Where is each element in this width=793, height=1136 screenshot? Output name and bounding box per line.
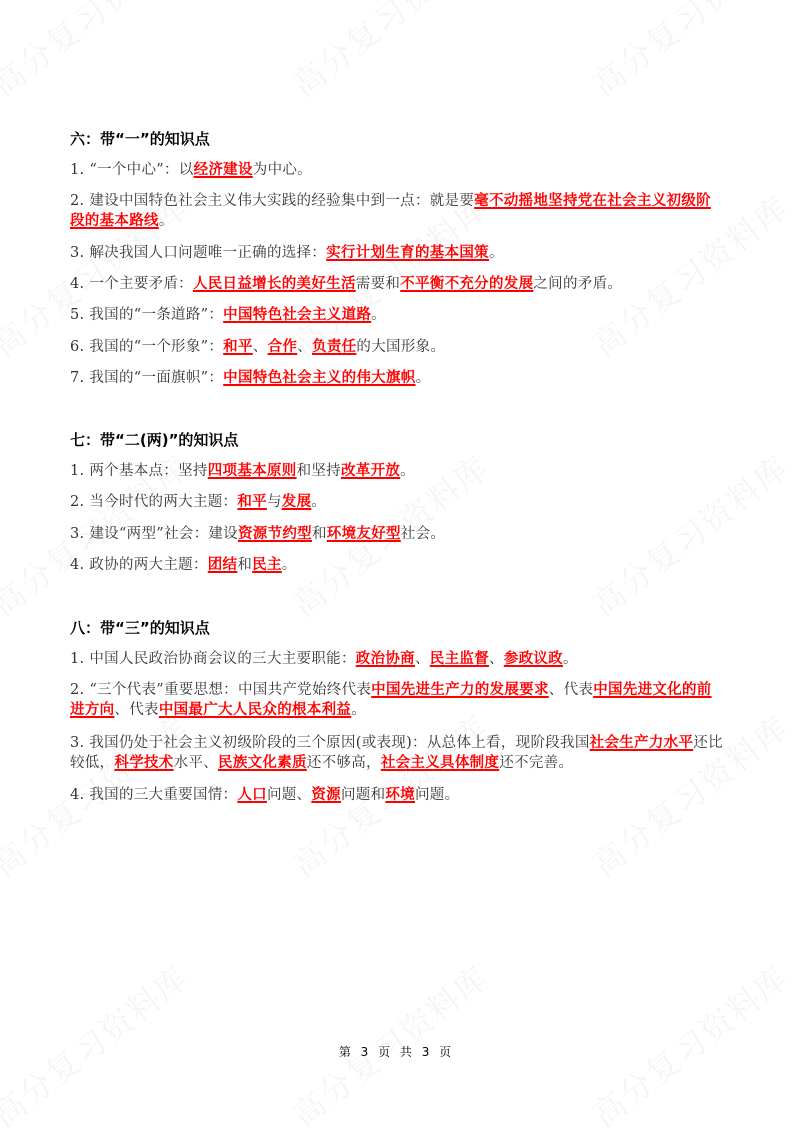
item-text: 。 xyxy=(311,494,327,510)
item-text: 的大国形象。 xyxy=(356,339,446,355)
item-text: 。 xyxy=(371,307,386,323)
item-text: 1. 两个基本点：坚持 xyxy=(70,463,208,479)
section-title-7: 七：带“二(两)”的知识点 xyxy=(70,431,239,449)
list-item xyxy=(70,785,725,805)
item-text: 。 xyxy=(415,370,431,386)
key-term: 中国先进文化的前进方向 xyxy=(70,682,712,718)
list-item xyxy=(70,492,725,512)
list-item xyxy=(70,243,725,263)
item-text: 和 xyxy=(237,557,253,573)
item-text: 5. 我国的“一条道路”： xyxy=(70,307,224,323)
item-text: 。 xyxy=(562,651,578,667)
key-term: 实行计划生育的基本国策 xyxy=(326,245,489,261)
key-term: 资源节约型 xyxy=(237,526,312,542)
item-text: 、 xyxy=(297,339,313,355)
item-text: 1. 中国人民政治协商会议的三大主要职能： xyxy=(70,651,356,667)
section-title-8: 八：带“三”的知识点 xyxy=(70,619,210,637)
item-text: 4. 一个主要矛盾： xyxy=(70,276,193,292)
item-text: 4. 我国的三大重要国情： xyxy=(70,787,238,803)
item-text: 问题、 xyxy=(266,787,312,803)
key-term: 政治协商 xyxy=(355,651,415,667)
item-text: 还不够高， xyxy=(306,755,381,771)
key-term: 社会生产力水平 xyxy=(589,735,694,751)
item-text: 2. “三个代表”重要思想：中国共产党始终代表 xyxy=(70,682,372,698)
item-text: 问题和 xyxy=(340,787,386,803)
key-term: 资源 xyxy=(311,787,341,803)
key-term: 团结 xyxy=(207,557,238,573)
item-text: 1. “一个中心”：以 xyxy=(70,162,194,178)
key-term: 经济建设 xyxy=(193,162,253,178)
list-item xyxy=(70,555,725,575)
key-term: 民主监督 xyxy=(429,651,489,667)
item-text: 和 xyxy=(311,526,327,542)
key-term: 中国特色社会主义的伟大旗帜 xyxy=(223,370,416,386)
item-text: 之间的矛盾。 xyxy=(533,276,623,292)
key-term: 和平 xyxy=(223,339,253,355)
item-text: 。 xyxy=(281,557,297,573)
item-text: 和坚持 xyxy=(296,463,341,479)
list-item xyxy=(70,191,725,231)
item-text: 、代表 xyxy=(548,682,594,698)
list-item xyxy=(70,733,725,773)
key-term: 负责任 xyxy=(312,339,357,355)
list-item xyxy=(70,160,725,180)
watermark xyxy=(0,0,198,106)
page-footer: 第 3 页 共 3 页 xyxy=(338,1045,455,1059)
item-text: 3. 解决我国人口问题唯一正确的选择： xyxy=(70,245,327,261)
item-text: 7. 我国的“一面旗帜”： xyxy=(70,370,224,386)
item-text: 还比较低， xyxy=(70,735,723,771)
key-term: 和平 xyxy=(237,494,267,510)
list-item xyxy=(70,337,725,357)
item-text: 社会。 xyxy=(400,526,446,542)
item-text: 。 xyxy=(488,245,504,261)
section-title-6: 六：带“一”的知识点 xyxy=(70,130,210,148)
list-item xyxy=(70,305,725,325)
item-text: 3. 建设“两型”社会：建设 xyxy=(70,526,238,542)
key-term: 合作 xyxy=(267,339,298,355)
key-term: 人口 xyxy=(237,787,267,803)
key-term: 毫不动摇地坚持党在社会主义初级阶段的基本路线 xyxy=(70,193,711,229)
list-item xyxy=(70,680,725,720)
item-text: 2. 当今时代的两大主题： xyxy=(70,494,238,510)
item-text: 4. 政协的两大主题： xyxy=(70,557,208,573)
item-text: 问题。 xyxy=(414,787,460,803)
key-term: 环境 xyxy=(385,787,415,803)
item-text: 。 xyxy=(158,213,174,229)
item-text: 与 xyxy=(266,494,282,510)
key-term: 中国最广大人民众的根本利益 xyxy=(158,702,352,718)
key-term: 参政议政 xyxy=(503,651,563,667)
key-term: 中国特色社会主义道路 xyxy=(223,307,372,323)
key-term: 民主 xyxy=(252,557,282,573)
item-text: 、 xyxy=(252,339,268,355)
key-term: 不平衡不充分的发展 xyxy=(400,276,534,292)
item-text: 。 xyxy=(351,702,367,718)
item-text: 6. 我国的“一个形象”： xyxy=(70,339,224,355)
key-term: 环境友好型 xyxy=(326,526,401,542)
item-text: 3. 我国仍处于社会主义初级阶段的三个原因(或表现)：从总体上看，现阶段我国 xyxy=(70,735,590,751)
item-text: 需要和 xyxy=(355,276,401,292)
key-term: 发展 xyxy=(281,494,312,510)
list-item xyxy=(70,524,725,544)
key-term: 中国先进生产力的发展要求 xyxy=(371,682,549,698)
item-text: 、代表 xyxy=(114,702,159,718)
watermark xyxy=(282,0,498,106)
item-text: 2. 建设中国特色社会主义伟大实践的经验集中到一点：就是要 xyxy=(70,193,475,209)
key-term: 四项基本原则 xyxy=(207,463,297,479)
key-term: 民族文化素质 xyxy=(218,755,307,771)
list-item xyxy=(70,461,725,481)
item-text: 、 xyxy=(414,651,430,667)
item-text: 为中心。 xyxy=(252,162,312,178)
key-term: 社会主义具体制度 xyxy=(380,755,500,771)
item-text: 。 xyxy=(400,463,415,479)
list-item xyxy=(70,274,725,294)
item-text: 还不完善。 xyxy=(499,755,574,771)
key-term: 改革开放 xyxy=(340,463,401,479)
key-term: 人民日益增长的美好生活 xyxy=(192,276,356,292)
key-term: 科学技术 xyxy=(114,755,174,771)
list-item xyxy=(70,649,725,669)
list-item xyxy=(70,368,725,388)
item-text: 、 xyxy=(488,651,504,667)
item-text: 水平、 xyxy=(173,755,219,771)
watermark xyxy=(582,0,793,106)
